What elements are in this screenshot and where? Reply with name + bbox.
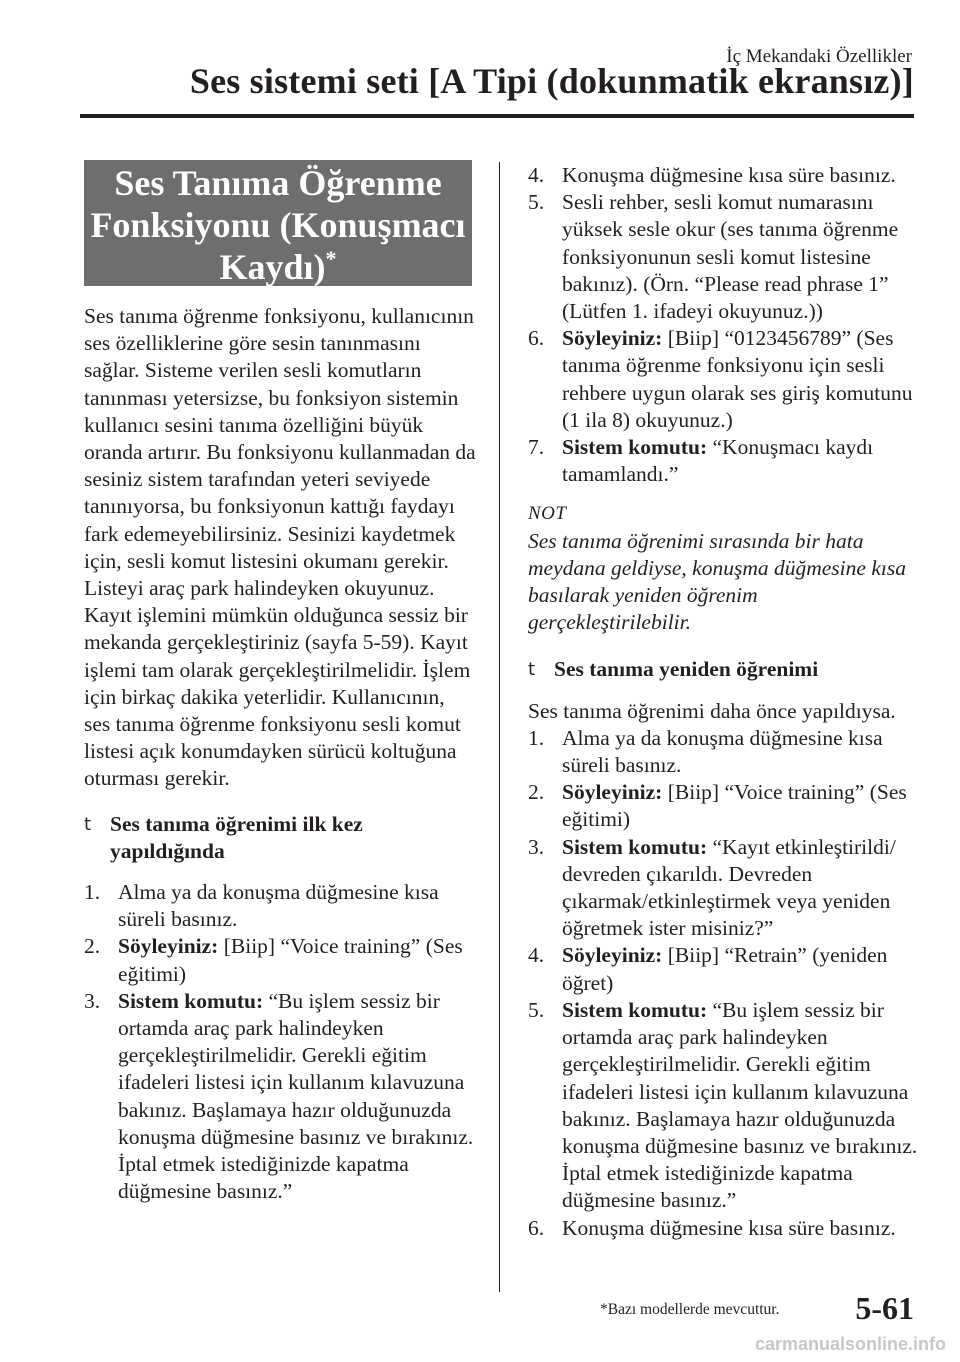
step-item xyxy=(84,879,476,933)
step-body xyxy=(562,779,920,833)
section-marker-icon: t xyxy=(84,813,92,835)
section1-heading xyxy=(84,811,476,865)
step-number: 2. xyxy=(528,780,545,805)
section1-steps-right xyxy=(528,162,920,488)
step-item xyxy=(528,434,920,488)
step-text: “Bu işlem sessiz bir ortamda araç park halindeyken gerçekleştirilmelidir. Gerekli eğitim ifadeleri listesi için kullanım kılavuzuna bakınız. Başlamaya hazır olduğunuzda konuşma düğmesine basınız ve bırakınız. İptal etmek istediğinizde kapatma düğmesine basınız.” xyxy=(562,997,918,1213)
step-body xyxy=(562,1215,920,1242)
step-bold-label: Söyleyiniz: xyxy=(562,780,663,805)
step-number: 5. xyxy=(528,997,545,1022)
step-number: 3. xyxy=(528,834,545,859)
step-number: 6. xyxy=(528,1215,545,1240)
step-body xyxy=(562,942,920,996)
watermark: carmanualsonline.info xyxy=(754,1334,946,1354)
step-text: [Biip] “Retrain” (yeniden öğret) xyxy=(562,943,888,995)
step-body xyxy=(118,879,476,933)
step-bold-label: Söyleyiniz: xyxy=(118,934,219,959)
title-asterisk: * xyxy=(325,246,337,271)
step-bold-label: Söyleyiniz: xyxy=(562,326,663,351)
step-text: [Biip] “Voice training” (Ses eğitimi) xyxy=(118,934,463,986)
step-number: 7. xyxy=(528,435,545,460)
column-divider xyxy=(499,162,500,1292)
header-title: Ses sistemi seti [A Tipi (dokunmatik ekransız)] xyxy=(189,61,914,101)
step-item xyxy=(84,933,476,987)
intro-paragraph: Ses tanıma öğrenme fonksiyonu, kullanıcının ses özelliklerine göre sesin tanınmasını sağlar. Sisteme verilen sesli komutların tanınması yetersizse, bu fonksiyon sistemin kullanıcı sesini tanıma özelliğini büyük oranda artırır. Bu fonksiyonu kullanmadan da sesiniz sistem tarafından yeteri seviyede tanınıyorsa, bu fonksiyonun kattığı faydayı fark edemeyebilirsiniz. Sesinizi kaydetmek için, sesli komut listesini okumanı gerekir. Listeyi araç park halindeyken okuyunuz. Kayıt işlemini mümkün olduğunca sessiz bir mekanda gerçekleştiriniz (sayfa 5-59). Kayıt işlemi tam olarak gerçekleştirilmelidir. İşlem için birkaç dakika yeterlidir. Kullanıcının, ses tanıma öğrenme fonksiyonu sesli komut listesi açık konumdayken sürücü koltuğuna oturması gerekir. xyxy=(84,304,476,791)
step-text: Sesli rehber, sesli komut numarasını yüksek sesle okur (ses tanıma öğrenme fonksiyonunun sesli komut listesine bakınız). (Örn. “Please read phrase 1” (Lütfen 1. ifadeyi okuyunuz.)) xyxy=(562,190,899,324)
step-number: 6. xyxy=(528,326,545,351)
step-bold-label: Söyleyiniz: xyxy=(562,943,663,968)
step-number: 1. xyxy=(84,880,101,905)
header-section-label: İç Mekandaki Özellikler xyxy=(726,46,912,67)
step-text: Alma ya da konuşma düğmesine kısa süreli basınız. xyxy=(118,880,439,932)
note-label: NOT xyxy=(528,503,567,525)
step-bold-label: Sistem komutu: xyxy=(118,988,264,1013)
step-body xyxy=(562,189,920,325)
header-rule xyxy=(80,114,914,118)
step-text: Konuşma düğmesine kısa süre basınız. xyxy=(562,1215,896,1240)
step-text: Konuşma düğmesine kısa süre basınız. xyxy=(562,163,896,187)
step-text: “Kayıt etkinleştirildi/ devreden çıkarıldı. Devreden çıkarmak/etkinleştirmek veya yeniden öğretmek ister misiniz?” xyxy=(562,834,896,941)
section1-steps-left xyxy=(84,879,476,1205)
step-text: “Konuşmacı kaydı tamamlandı.” xyxy=(562,435,874,487)
step-text: “Bu işlem sessiz bir ortamda araç park halindeyken gerçekleştirilmelidir. Gerekli eğitim ifadeleri listesi için kullanım kılavuzuna bakınız. Başlamaya hazır olduğunuzda konuşma düğmesine basınız ve bırakınız. İptal etmek istediğinizde kapatma düğmesine basınız.” xyxy=(118,988,474,1204)
step-number: 4. xyxy=(528,163,545,187)
step-number: 5. xyxy=(528,190,545,215)
step-body xyxy=(562,325,920,434)
step-bold-label: Sistem komutu: xyxy=(562,435,708,460)
step-number: 2. xyxy=(84,934,101,959)
step-body xyxy=(562,725,920,779)
section-marker-icon: t xyxy=(528,659,536,681)
section2-steps xyxy=(528,725,920,1242)
step-item xyxy=(528,779,920,833)
step-text: [Biip] “0123456789” (Ses tanıma öğrenme fonksiyonu için sesli rehbere uygun olarak ses giriş komutunu (1 ila 8) okuyunuz.) xyxy=(562,326,913,432)
step-item xyxy=(528,189,920,325)
step-item xyxy=(528,997,920,1215)
step-number: 3. xyxy=(84,988,101,1013)
section1-heading-text: Ses tanıma öğrenimi ilk kez yapıldığında xyxy=(110,811,363,863)
left-column xyxy=(84,303,476,1206)
title-line-1: Ses Tanıma Öğrenme xyxy=(114,163,442,203)
title-line-2: Fonksiyonu (Konuşmacı xyxy=(90,205,466,245)
title-line-3-text: Kaydı) xyxy=(219,247,326,287)
step-number: 1. xyxy=(528,725,545,750)
right-column xyxy=(528,162,920,1242)
step-bold-label: Sistem komutu: xyxy=(562,997,708,1022)
step-body xyxy=(118,933,476,987)
title-box xyxy=(84,160,472,286)
footnote: *Bazı modellerde mevcuttur. xyxy=(600,1301,780,1318)
step-body xyxy=(562,834,920,943)
page-number: 5-61 xyxy=(855,1290,914,1326)
step-item xyxy=(528,325,920,434)
step-item xyxy=(528,1215,920,1242)
step-item xyxy=(528,834,920,943)
step-body xyxy=(562,434,920,488)
step-text: [Biip] “Voice training” (Ses eğitimi) xyxy=(562,780,907,832)
step-item xyxy=(84,988,476,1206)
step-item xyxy=(528,725,920,779)
step-item xyxy=(528,162,920,189)
title-line-3 xyxy=(84,246,472,288)
step-bold-label: Sistem komutu: xyxy=(562,834,708,859)
step-number: 4. xyxy=(528,943,545,968)
step-text: Alma ya da konuşma düğmesine kısa süreli basınız. xyxy=(562,725,883,778)
section2-heading xyxy=(528,656,920,683)
step-body xyxy=(562,162,920,189)
step-body xyxy=(562,997,920,1215)
note-text: Ses tanıma öğrenimi sırasında bir hata meydana geldiyse, konuşma düğmesine kısa basılarak yeniden öğrenim gerçekleştirilebilir. xyxy=(528,528,906,635)
step-item xyxy=(528,942,920,996)
section2-heading-text: Ses tanıma yeniden öğrenimi xyxy=(554,657,819,682)
step-body xyxy=(118,988,476,1206)
section2-intro: Ses tanıma öğrenimi daha önce yapıldıysa. xyxy=(528,698,896,723)
